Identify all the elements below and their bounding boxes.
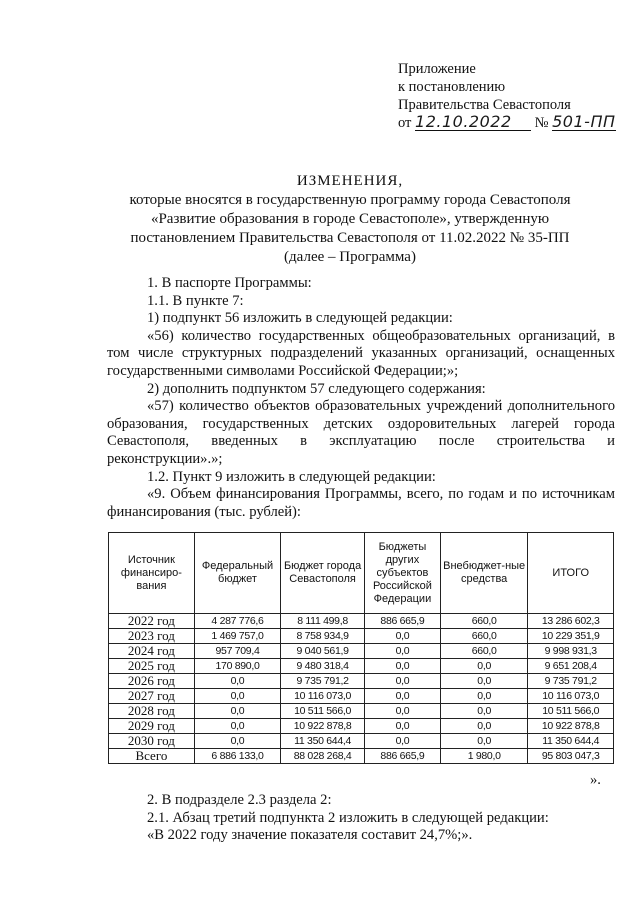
table-row: [109, 719, 614, 734]
table-cell: 10 511 566,0: [528, 704, 614, 719]
paragraph: 2. В подразделе 2.3 раздела 2:: [147, 792, 332, 808]
table-cell: 95 803 047,3: [528, 749, 614, 764]
table-total-row: [109, 749, 614, 764]
table-cell: 886 665,9: [364, 749, 440, 764]
date-prefix: от: [398, 115, 412, 131]
paragraph: 2.1. Абзац третий подпункта 2 изложить в следующей редакции:: [147, 809, 549, 826]
table-cell: 170 890,0: [194, 659, 280, 674]
financing-table: [108, 532, 614, 764]
number-handwritten: 501-ПП: [552, 112, 616, 131]
table-cell: 0,0: [194, 734, 280, 749]
table-cell: 0,0: [364, 644, 440, 659]
title-heading: ИЗМЕНЕНИЯ,: [296, 173, 404, 189]
table-cell: 1 469 757,0: [194, 629, 280, 644]
table-cell: 0,0: [194, 719, 280, 734]
table-cell: 9 651 208,4: [528, 659, 614, 674]
table-cell: 9 998 931,3: [528, 644, 614, 659]
table-header-cell: Федеральный бюджет: [194, 533, 280, 614]
document-title: [100, 172, 600, 267]
table-cell: 2026 год: [109, 674, 195, 689]
table-cell: 10 922 878,8: [281, 719, 365, 734]
table-cell: 10 922 878,8: [528, 719, 614, 734]
table-row: [109, 614, 614, 629]
table-cell: 0,0: [364, 629, 440, 644]
document-body: [107, 275, 615, 521]
table-cell: 10 511 566,0: [281, 704, 365, 719]
table-cell: 0,0: [364, 674, 440, 689]
table-header-cell: Бюджеты других субъектов Российской Федерации: [364, 533, 440, 614]
table-cell: 88 028 268,4: [281, 749, 365, 764]
title-line-4: (далее – Программа): [284, 249, 416, 265]
table-cell: 11 350 644,4: [281, 734, 365, 749]
table-cell: 9 040 561,9: [281, 644, 365, 659]
table-cell: 2022 год: [109, 614, 195, 629]
table-cell: 0,0: [194, 689, 280, 704]
title-line-2: «Развитие образования в городе Севастополе», утвержденную: [150, 211, 550, 227]
paragraph: 1. В паспорте Программы:: [147, 275, 312, 291]
table-cell: 2024 год: [109, 644, 195, 659]
paragraph: «9. Объем финансирования Программы, всего, по годам и по источникам финансирования (тыс. рублей):: [107, 486, 615, 520]
table-cell: 0,0: [364, 704, 440, 719]
paragraph: 1.2. Пункт 9 изложить в следующей редакции:: [147, 468, 436, 485]
table-cell: 0,0: [440, 674, 528, 689]
table-cell: 0,0: [440, 689, 528, 704]
table-header-cell: Внебюджет-ные средства: [440, 533, 528, 614]
table-cell: 9 735 791,2: [528, 674, 614, 689]
table-header-cell: Источник финансиро-вания: [109, 533, 195, 614]
table-row: [109, 704, 614, 719]
paragraph: 1) подпункт 56 изложить в следующей редакции:: [147, 310, 453, 327]
table-cell: Всего: [109, 749, 195, 764]
paragraph: «В 2022 году значение показателя составит 24,7%;».: [147, 827, 473, 844]
table-row: [109, 659, 614, 674]
table-header-cell: ИТОГО: [528, 533, 614, 614]
table-cell: 0,0: [364, 689, 440, 704]
table-cell: 2028 год: [109, 704, 195, 719]
appendix-block: [398, 60, 616, 132]
table-row: [109, 629, 614, 644]
table-cell: 0,0: [364, 659, 440, 674]
appendix-date-line: [398, 114, 616, 132]
table-cell: 9 480 318,4: [281, 659, 365, 674]
table-cell: 2023 год: [109, 629, 195, 644]
paragraph: «57) количество объектов образовательных учреждений дополнительного образования, государственных детских оздоровительных лагерей города Севастополя, введенных в эксплуатацию после строительства и реконструкции».»;: [107, 398, 615, 467]
appendix-line-2: к постановлению: [398, 79, 506, 95]
paragraph: «56) количество государственных общеобразовательных организаций, в том числе структурных подразделений указанных организаций, оснащенных государственными символами Российской Федерации;»;: [107, 327, 615, 379]
date-handwritten: 12.10.2022: [415, 114, 531, 131]
appendix-line-3: Правительства Севастополя: [398, 97, 571, 113]
table-cell: 0,0: [194, 674, 280, 689]
appendix-line-1: Приложение: [398, 61, 476, 77]
table-row: [109, 689, 614, 704]
table-cell: 6 886 133,0: [194, 749, 280, 764]
table-cell: 957 709,4: [194, 644, 280, 659]
table-cell: 660,0: [440, 614, 528, 629]
table-cell: 9 735 791,2: [281, 674, 365, 689]
title-line-3: постановлением Правительства Севастополя от 11.02.2022 № 35-ПП: [130, 230, 570, 246]
table-header-row: [109, 533, 614, 614]
table-cell: 8 111 499,8: [281, 614, 365, 629]
paragraph: 1.1. В пункте 7:: [147, 292, 244, 309]
table-cell: 1 980,0: [440, 749, 528, 764]
table-cell: 2025 год: [109, 659, 195, 674]
table-cell: 10 116 073,0: [281, 689, 365, 704]
table-cell: 2027 год: [109, 689, 195, 704]
number-prefix: №: [534, 115, 549, 131]
paragraph: 2) дополнить подпунктом 57 следующего содержания:: [147, 380, 486, 397]
table-cell: 0,0: [440, 734, 528, 749]
title-line-1: которые вносятся в государственную программу города Севастополя: [129, 192, 571, 208]
table-cell: 660,0: [440, 644, 528, 659]
table-cell: 11 350 644,4: [528, 734, 614, 749]
table-closing-quote: ».: [590, 772, 601, 788]
table-header-cell: Бюджет города Севастополя: [281, 533, 365, 614]
table-cell: 4 287 776,6: [194, 614, 280, 629]
document-body-continued: [107, 792, 615, 845]
table-row: [109, 734, 614, 749]
table-cell: 2029 год: [109, 719, 195, 734]
table-cell: 10 229 351,9: [528, 629, 614, 644]
table-row: [109, 644, 614, 659]
table-cell: 0,0: [194, 704, 280, 719]
table-cell: 0,0: [440, 719, 528, 734]
table-cell: 0,0: [440, 659, 528, 674]
table-row: [109, 674, 614, 689]
table-cell: 886 665,9: [364, 614, 440, 629]
table-cell: 8 758 934,9: [281, 629, 365, 644]
table-cell: 0,0: [440, 704, 528, 719]
table-cell: 13 286 602,3: [528, 614, 614, 629]
table-cell: 660,0: [440, 629, 528, 644]
table-cell: 0,0: [364, 734, 440, 749]
table-cell: 0,0: [364, 719, 440, 734]
table-cell: 10 116 073,0: [528, 689, 614, 704]
table-cell: 2030 год: [109, 734, 195, 749]
